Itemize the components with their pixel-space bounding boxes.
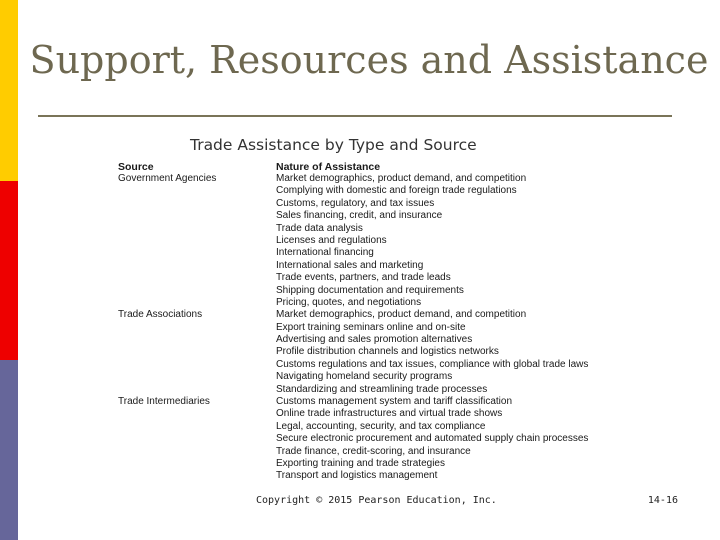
assistance-item: Pricing, quotes, and negotiations: [276, 296, 422, 308]
slide-title: Support, Resources and Assistance: [29, 38, 709, 82]
table-group: [118, 173, 638, 309]
assistance-item: Legal, accounting, security, and tax compliance: [276, 420, 486, 432]
assistance-item: Market demographics, product demand, and competition: [276, 309, 527, 321]
copyright-footer: Copyright © 2015 Pearson Education, Inc.: [256, 495, 497, 506]
table-caption: Trade Assistance by Type and Source: [190, 136, 477, 154]
assistance-item: Shipping documentation and requirements: [276, 284, 464, 296]
assistance-item: Customs regulations and tax issues, compliance with global trade laws: [276, 358, 589, 370]
assistance-item: Export training seminars online and on-site: [276, 321, 466, 333]
table-group: [118, 309, 638, 396]
source-cell: Trade Intermediaries: [118, 396, 210, 408]
trade-assistance-table: [118, 161, 638, 483]
assistance-item: Trade events, partners, and trade leads: [276, 272, 451, 284]
assistance-item: Navigating homeland security programs: [276, 371, 453, 383]
assistance-item: Online trade infrastructures and virtual trade shows: [276, 408, 503, 420]
assistance-item: International sales and marketing: [276, 259, 424, 271]
assistance-item: Profile distribution channels and logistics networks: [276, 346, 499, 358]
title-divider: [38, 115, 672, 117]
accent-bar-red: [0, 181, 18, 360]
source-cell: Government Agencies: [118, 173, 217, 184]
assistance-item: Licenses and regulations: [276, 234, 387, 246]
assistance-item: Complying with domestic and foreign trade regulations: [276, 185, 517, 197]
header-source: Source: [118, 161, 154, 173]
assistance-item: Customs management system and tariff classification: [276, 396, 513, 408]
assistance-item: Secure electronic procurement and automated supply chain processes: [276, 433, 589, 445]
assistance-item: Standardizing and streamlining trade processes: [276, 383, 488, 395]
assistance-item: Transport and logistics management: [276, 470, 438, 482]
nature-cell-list: [276, 396, 638, 483]
nature-cell-list: [276, 309, 638, 396]
table-header-row: [118, 161, 638, 173]
page-number: 14-16: [647, 495, 678, 506]
assistance-item: International financing: [276, 247, 374, 259]
source-cell: Trade Associations: [118, 309, 203, 321]
assistance-item: Advertising and sales promotion alternatives: [276, 334, 473, 346]
accent-bar-blue: [0, 360, 18, 540]
nature-cell-list: [276, 173, 638, 309]
assistance-item: Exporting training and trade strategies: [276, 457, 445, 469]
assistance-item: Sales financing, credit, and insurance: [276, 210, 443, 222]
table-group: [118, 396, 638, 483]
assistance-item: Market demographics, product demand, and competition: [276, 173, 527, 184]
assistance-item: Trade finance, credit-scoring, and insurance: [276, 445, 471, 457]
header-nature: Nature of Assistance: [276, 161, 381, 173]
table-body: [118, 173, 638, 483]
accent-bar-yellow: [0, 0, 18, 181]
assistance-item: Trade data analysis: [276, 222, 363, 234]
assistance-item: Customs, regulatory, and tax issues: [276, 197, 435, 209]
